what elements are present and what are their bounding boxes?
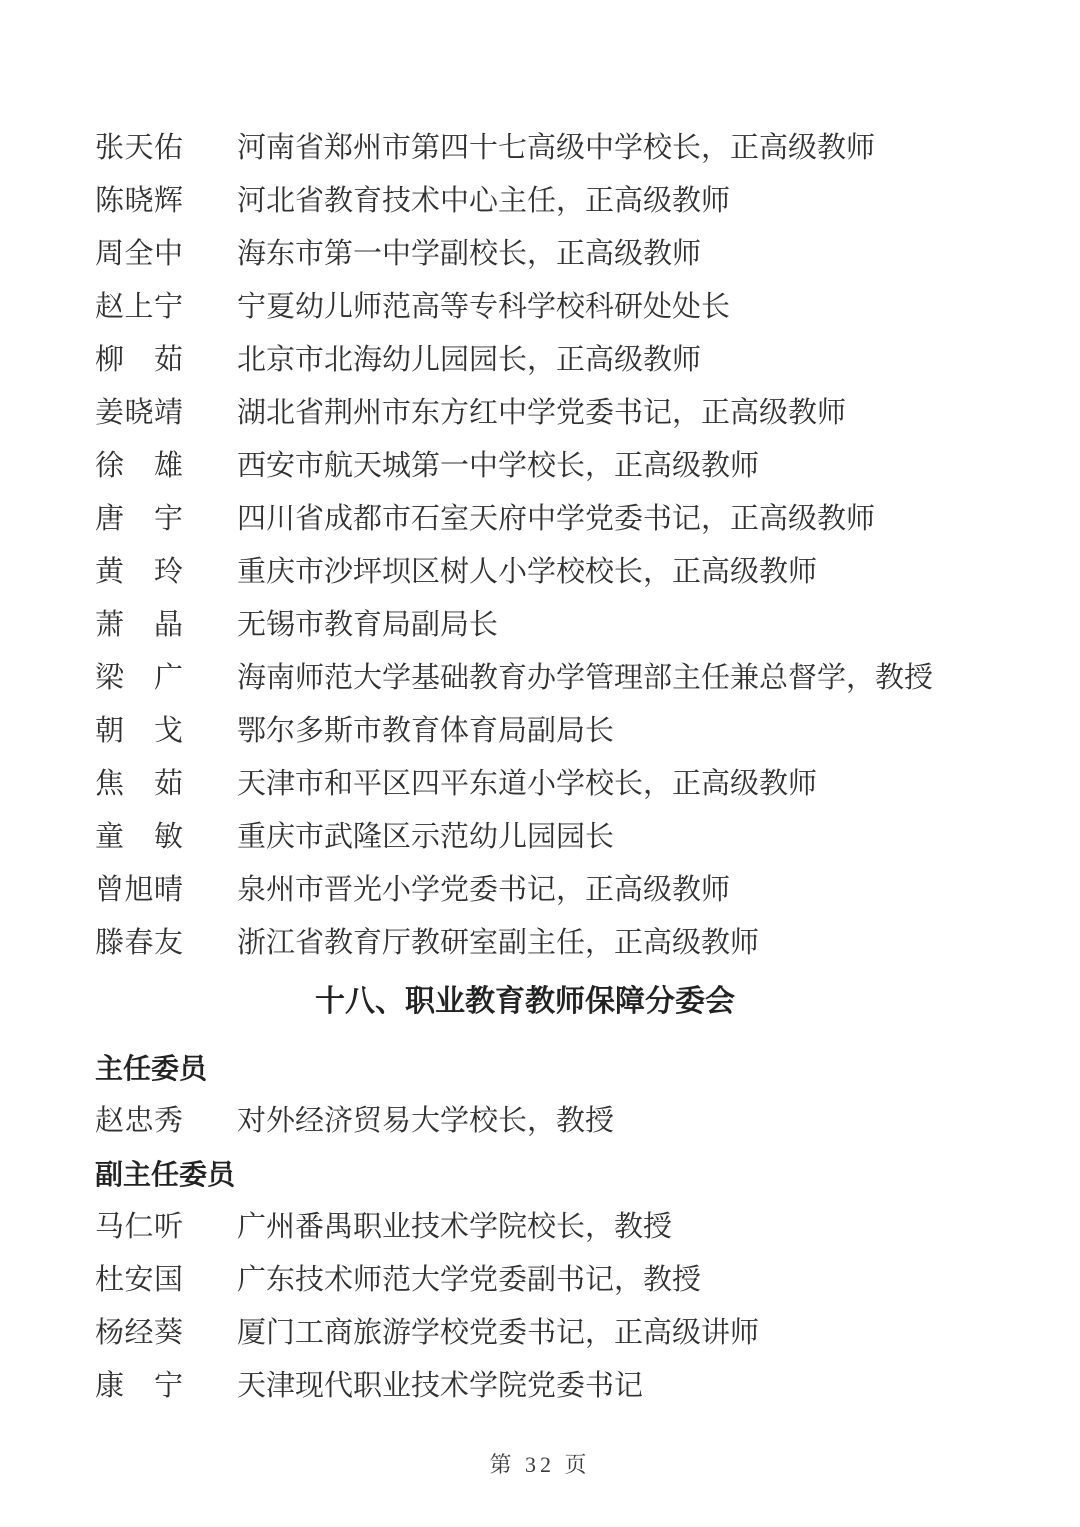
- member-row: [95, 387, 1020, 440]
- member-title: 鄂尔多斯市教育体育局副局长: [237, 715, 615, 747]
- member-name: 滕春友: [95, 927, 183, 959]
- member-title: 厦门工商旅游学校党委书记，正高级讲师: [237, 1317, 760, 1349]
- member-row: [95, 917, 1020, 970]
- member-name: 焦茹: [95, 768, 183, 800]
- member-row: [95, 1254, 1020, 1307]
- page-number: 第 32 页: [489, 1452, 591, 1477]
- member-name: 梁广: [95, 662, 183, 694]
- member-title: 浙江省教育厅教研室副主任，正高级教师: [237, 927, 760, 959]
- member-row: [95, 811, 1020, 864]
- member-row: [95, 334, 1020, 387]
- member-title: 重庆市武隆区示范幼儿园园长: [237, 821, 615, 853]
- member-row: [95, 493, 1020, 546]
- member-row: [95, 440, 1020, 493]
- member-name: 黄玲: [95, 556, 183, 588]
- chair-label: 主任委员: [95, 1053, 208, 1084]
- member-row: [95, 546, 1020, 599]
- member-name: 张天佑: [95, 132, 183, 164]
- member-title: 对外经济贸易大学校长，教授: [237, 1105, 615, 1137]
- member-name: 杜安国: [95, 1264, 183, 1296]
- member-name: 唐宇: [95, 503, 183, 535]
- member-name: 朝戈: [95, 715, 183, 747]
- member-title: 广东技术师范大学党委副书记，教授: [237, 1264, 702, 1296]
- member-title: 无锡市教育局副局长: [237, 609, 499, 641]
- member-name: 陈晓辉: [95, 185, 183, 217]
- member-row: [95, 175, 1020, 228]
- member-name: 康宁: [95, 1370, 183, 1402]
- member-name: 柳茹: [95, 344, 183, 376]
- member-row: [95, 228, 1020, 281]
- member-title: 重庆市沙坪坝区树人小学校校长，正高级教师: [237, 556, 818, 588]
- member-title: 天津市和平区四平东道小学校长，正高级教师: [237, 768, 818, 800]
- member-title: 广州番禺职业技术学院校长，教授: [237, 1211, 673, 1243]
- member-row: [95, 758, 1020, 811]
- member-name: 萧晶: [95, 609, 183, 641]
- member-title: 海南师范大学基础教育办学管理部主任兼总督学，教授: [237, 662, 934, 694]
- member-name: 周全中: [95, 238, 183, 270]
- member-row: [95, 1307, 1020, 1360]
- member-name: 童敏: [95, 821, 183, 853]
- member-name: 曾旭晴: [95, 874, 183, 906]
- member-title: 湖北省荆州市东方红中学党委书记，正高级教师: [237, 397, 847, 429]
- member-title: 河南省郑州市第四十七高级中学校长，正高级教师: [237, 132, 876, 164]
- member-name: 徐雄: [95, 450, 183, 482]
- member-row: [95, 1360, 1020, 1413]
- member-title: 海东市第一中学副校长，正高级教师: [237, 238, 702, 270]
- member-row: [95, 122, 1020, 175]
- member-row: [95, 864, 1020, 917]
- member-row: [95, 1095, 1020, 1148]
- member-row: [95, 599, 1020, 652]
- member-name: 马仁听: [95, 1211, 183, 1243]
- member-name: 赵上宁: [95, 291, 183, 323]
- member-title: 河北省教育技术中心主任，正高级教师: [237, 185, 731, 217]
- member-name: 杨经葵: [95, 1317, 183, 1349]
- member-title: 泉州市晋光小学党委书记，正高级教师: [237, 874, 731, 906]
- member-title: 天津现代职业技术学院党委书记: [237, 1370, 644, 1402]
- member-row: [95, 1201, 1020, 1254]
- section-heading: 十八、职业教育教师保障分委会: [315, 985, 735, 1018]
- member-row: [95, 652, 1020, 705]
- member-row: [95, 281, 1020, 334]
- member-name: 姜晓靖: [95, 397, 183, 429]
- vice-chair-label: 副主任委员: [95, 1159, 236, 1190]
- member-title: 西安市航天城第一中学校长，正高级教师: [237, 450, 760, 482]
- member-title: 宁夏幼儿师范高等专科学校科研处处长: [237, 291, 731, 323]
- member-row: [95, 705, 1020, 758]
- member-name: 赵忠秀: [95, 1105, 183, 1137]
- member-title: 北京市北海幼儿园园长，正高级教师: [237, 344, 702, 376]
- member-title: 四川省成都市石室天府中学党委书记，正高级教师: [237, 503, 876, 535]
